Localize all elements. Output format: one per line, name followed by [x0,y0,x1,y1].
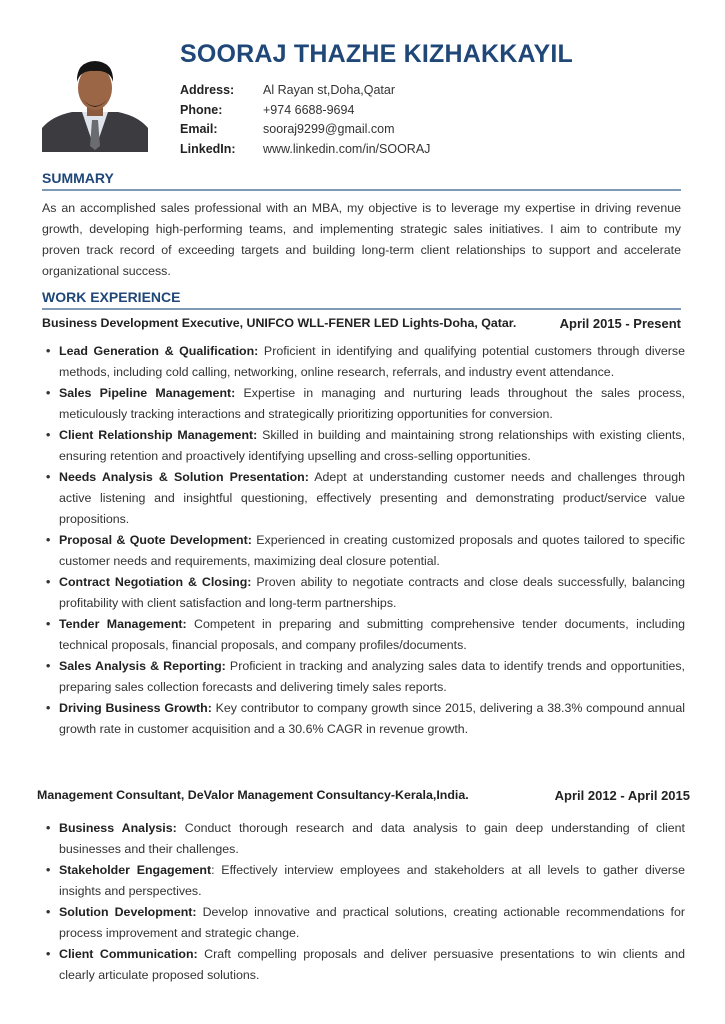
phone-value[interactable]: +974 6688-9694 [263,102,355,117]
list-item [42,572,685,614]
summary-heading: SUMMARY [42,170,681,191]
bullet-icon: • [46,701,51,715]
bullet-text: Proficient in identifying and qualifying potential customers through diverse methods, including cold calling, networking, online research, referrals, and industry event attendance. [59,344,685,379]
contact-label: Address: [180,83,235,97]
bullet-icon: • [46,470,51,484]
bullet-title: Driving Business Growth: [59,701,212,715]
job-header [42,316,681,331]
job-dates: April 2012 - April 2015 [554,788,690,803]
bullet-text: Competent in preparing and submitting comprehensive tender documents, including technical proposals, financial proposals, and company profiles/documents. [59,617,685,652]
candidate-name: SOORAJ THAZHE KIZHAKKAYIL [180,40,573,68]
contact-info [180,81,430,159]
list-item [42,944,685,986]
list-item [42,467,685,530]
bullet-title: Client Communication: [59,947,198,961]
job-bullet-list [42,341,685,740]
work-experience-heading: WORK EXPERIENCE [42,289,681,310]
bullet-title: Solution Development: [59,905,197,919]
bullet-text: Experienced in creating customized proposals and quotes tailored to specific customer needs and requirements, maximizing deal closure potential. [59,533,685,568]
bullet-icon: • [46,344,51,358]
list-item [42,902,685,944]
bullet-icon: • [46,575,51,589]
bullet-title: Lead Generation & Qualification: [59,344,259,358]
list-item [42,818,685,860]
bullet-title: Stakeholder Engagement [59,863,212,877]
contact-address [180,81,430,101]
bullet-text: Expertise in managing and nurturing leads throughout the sales process, meticulously tracking interactions and strategically prioritizing opportunities for conversion. [59,386,685,421]
list-item [42,614,685,656]
bullet-icon: • [46,617,51,631]
contact-label: Phone: [180,102,223,117]
bullet-icon: • [46,905,51,919]
list-item [42,383,685,425]
bullet-icon: • [46,428,51,442]
bullet-text: Conduct thorough research and data analysis to gain deep understanding of client businesses and their challenges. [59,821,685,856]
summary-text: As an accomplished sales professional with an MBA, my objective is to leverage my expertise in driving revenue growth, developing high-performing teams, and implementing strategic sales initiatives. I aim to contribute my proven track record of exceeding targets and building long-term client relationships to support and accelerate organizational success. [42,201,681,278]
contact-label: LinkedIn: [180,141,236,156]
bullet-icon: • [46,386,51,400]
bullet-icon: • [46,947,51,961]
job-position: Management Consultant, DeValor Management Consultancy-Kerala,India. [37,788,469,802]
bullet-title: Contract Negotiation & Closing: [59,575,252,589]
contact-email [180,120,430,140]
bullet-icon: • [46,659,51,673]
list-item [42,698,685,740]
contact-label: Email: [180,122,218,136]
job-header [37,788,690,803]
person-portrait-icon [42,50,148,152]
bullet-text: Proven ability to negotiate contracts and close deals successfully, balancing profitability with client satisfaction and long-term partnerships. [59,575,685,610]
list-item [42,425,685,467]
bullet-text: Proficient in tracking and analyzing sales data to identify trends and opportunities, preparing sales collection forecasts and delivering timely sales reports. [59,659,686,694]
contact-linkedin [180,140,430,160]
bullet-title: Needs Analysis & Solution Presentation: [59,470,309,484]
linkedin-link[interactable]: www.linkedin.com/in/SOORAJ [263,141,431,156]
profile-photo [42,50,148,152]
contact-phone [180,101,430,121]
bullet-text: : Effectively interview employees and stakeholders at all levels to gather diverse insights and perspectives. [59,863,685,898]
bullet-title: Client Relationship Management: [59,428,258,442]
address-value: Al Rayan st,Doha,Qatar [263,83,396,97]
bullet-title: Tender Management: [59,617,187,631]
bullet-title: Business Analysis: [59,821,177,835]
bullet-text: Adept at understanding customer needs and challenges through active listening and insightful questioning, effectively presenting and demonstrating product/service value propositions. [59,470,685,526]
job-position: Business Development Executive, UNIFCO WLL-FENER LED Lights-Doha, Qatar. [42,316,517,330]
bullet-title: Sales Analysis & Reporting: [59,659,226,673]
bullet-text: Craft compelling proposals and deliver persuasive presentations to win clients and clearly articulate proposed solutions. [59,947,685,982]
bullet-text: Develop innovative and practical solutions, creating actionable recommendations for process improvement and strategic change. [59,905,685,940]
list-item [42,860,685,902]
email-link[interactable]: sooraj9299@gmail.com [263,122,395,136]
bullet-title: Proposal & Quote Development: [59,533,252,547]
bullet-text: Skilled in building and maintaining strong relationships with existing clients, ensuring retention and proactively identifying upselling and cross-selling opportunities. [59,428,686,463]
bullet-title: Sales Pipeline Management: [59,386,236,400]
list-item [42,341,685,383]
job-bullet-list [42,818,685,986]
job-dates: April 2015 - Present [559,316,681,331]
list-item [42,530,685,572]
bullet-text: Key contributor to company growth since 2015, delivering a 38.3% compound annual growth rate in customer acquisition and a 30.6% CAGR in revenue growth. [59,701,685,736]
bullet-icon: • [46,863,51,877]
bullet-icon: • [46,821,51,835]
list-item [42,656,685,698]
bullet-icon: • [46,533,51,547]
